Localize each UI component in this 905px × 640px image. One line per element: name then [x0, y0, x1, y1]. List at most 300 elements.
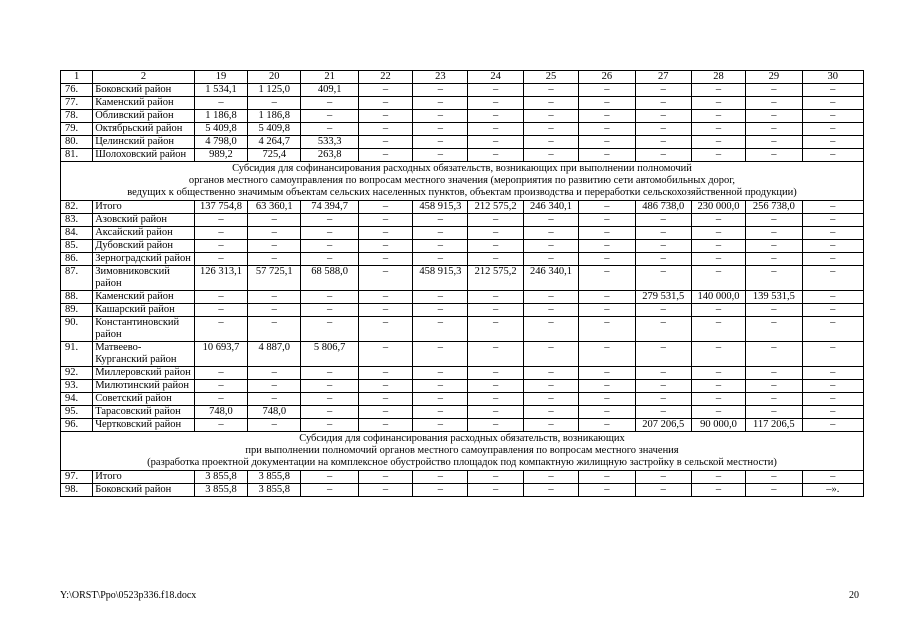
row-number: 1: [61, 71, 93, 84]
value-cell: –: [523, 253, 578, 266]
value-cell: –: [579, 253, 635, 266]
value-cell: –: [413, 380, 468, 393]
value-cell: –: [301, 110, 358, 123]
value-cell: –: [358, 84, 412, 97]
value-cell: 24: [468, 71, 523, 84]
value-cell: –: [802, 342, 863, 367]
district-name: Целинский район: [93, 136, 195, 149]
value-cell: –: [802, 214, 863, 227]
value-cell: –: [691, 214, 745, 227]
table-row: [61, 240, 864, 253]
value-cell: –: [358, 419, 412, 432]
section-heading-line: ведущих к общественно значимым объектам сельских населенных пунктов, объектам производства и переработки сельскохозяйственной продукции): [127, 187, 797, 198]
value-cell: 246 340,1: [523, 266, 578, 291]
district-name: Итого: [93, 201, 195, 214]
value-cell: 1 186,8: [194, 110, 247, 123]
value-cell: 22: [358, 71, 412, 84]
table-row: [61, 123, 864, 136]
value-cell: –: [635, 149, 691, 162]
value-cell: –: [358, 123, 412, 136]
value-cell: 3 855,8: [248, 484, 301, 497]
table-row: [61, 393, 864, 406]
value-cell: –: [523, 240, 578, 253]
value-cell: –: [579, 214, 635, 227]
value-cell: –: [358, 471, 412, 484]
value-cell: 63 360,1: [248, 201, 301, 214]
value-cell: 4 264,7: [248, 136, 301, 149]
data-table: [60, 70, 864, 497]
value-cell: –: [523, 149, 578, 162]
value-cell: –: [358, 149, 412, 162]
section-heading-line: (разработка проектной документации на комплексное обустройство площадок под компактную жилищную застройку в сельской местности): [147, 457, 777, 468]
value-cell: 68 588,0: [301, 266, 358, 291]
value-cell: –: [523, 484, 578, 497]
district-name: Тарасовский район: [93, 406, 195, 419]
value-cell: 4 798,0: [194, 136, 247, 149]
value-cell: –: [579, 471, 635, 484]
value-cell: –: [523, 367, 578, 380]
value-cell: –: [635, 214, 691, 227]
value-cell: –: [691, 380, 745, 393]
value-cell: –: [691, 97, 745, 110]
value-cell: 725,4: [248, 149, 301, 162]
value-cell: –: [579, 304, 635, 317]
value-cell: –: [746, 253, 802, 266]
value-cell: –: [248, 304, 301, 317]
value-cell: –: [468, 97, 523, 110]
district-name: Шолоховский район: [93, 149, 195, 162]
value-cell: –: [194, 214, 247, 227]
row-number: 89.: [61, 304, 93, 317]
district-name: Азовский район: [93, 214, 195, 227]
value-cell: 3 855,8: [194, 471, 247, 484]
value-cell: –: [301, 406, 358, 419]
value-cell: 27: [635, 71, 691, 84]
value-cell: –: [746, 484, 802, 497]
value-cell: 458 915,3: [413, 266, 468, 291]
district-name: Каменский район: [93, 97, 195, 110]
value-cell: –: [358, 317, 412, 342]
value-cell: –: [523, 214, 578, 227]
row-number: 94.: [61, 393, 93, 406]
value-cell: –: [523, 136, 578, 149]
value-cell: –: [194, 393, 247, 406]
value-cell: –: [523, 123, 578, 136]
value-cell: –: [523, 342, 578, 367]
value-cell: –: [248, 227, 301, 240]
table-row: [61, 97, 864, 110]
value-cell: –: [358, 97, 412, 110]
value-cell: –: [802, 317, 863, 342]
value-cell: 748,0: [248, 406, 301, 419]
value-cell: –: [358, 136, 412, 149]
value-cell: –: [635, 342, 691, 367]
value-cell: –: [413, 110, 468, 123]
row-number: 87.: [61, 266, 93, 291]
value-cell: –: [746, 214, 802, 227]
value-cell: –: [691, 484, 745, 497]
file-path: Y:\ORST\Ppo\0523p336.f18.docx: [60, 590, 197, 601]
value-cell: –: [413, 253, 468, 266]
value-cell: –: [523, 97, 578, 110]
value-cell: –».: [802, 484, 863, 497]
value-cell: 23: [413, 71, 468, 84]
value-cell: –: [746, 84, 802, 97]
value-cell: –: [194, 227, 247, 240]
value-cell: –: [802, 419, 863, 432]
value-cell: 1 186,8: [248, 110, 301, 123]
value-cell: –: [802, 253, 863, 266]
value-cell: –: [301, 471, 358, 484]
district-name: Чертковский район: [93, 419, 195, 432]
value-cell: –: [523, 291, 578, 304]
value-cell: –: [358, 240, 412, 253]
district-name: Милютинский район: [93, 380, 195, 393]
district-name: Кашарский район: [93, 304, 195, 317]
value-cell: –: [579, 393, 635, 406]
table-row: [61, 266, 864, 291]
value-cell: –: [468, 304, 523, 317]
value-cell: 1 534,1: [194, 84, 247, 97]
value-cell: –: [301, 484, 358, 497]
value-cell: –: [579, 419, 635, 432]
value-cell: 230 000,0: [691, 201, 745, 214]
value-cell: –: [468, 136, 523, 149]
value-cell: –: [802, 149, 863, 162]
value-cell: 117 206,5: [746, 419, 802, 432]
value-cell: 5 409,8: [194, 123, 247, 136]
value-cell: 1 125,0: [248, 84, 301, 97]
value-cell: –: [413, 317, 468, 342]
value-cell: –: [691, 393, 745, 406]
value-cell: 25: [523, 71, 578, 84]
value-cell: –: [802, 291, 863, 304]
value-cell: –: [579, 484, 635, 497]
value-cell: –: [413, 291, 468, 304]
value-cell: –: [579, 97, 635, 110]
value-cell: 26: [579, 71, 635, 84]
district-name: Боковский район: [93, 84, 195, 97]
value-cell: –: [413, 214, 468, 227]
value-cell: –: [802, 240, 863, 253]
section-heading-line: органов местного самоуправления по вопросам местного значения (мероприятия по развитию сети автомобильных дорог,: [188, 175, 736, 186]
value-cell: –: [635, 123, 691, 136]
value-cell: –: [635, 110, 691, 123]
value-cell: –: [358, 406, 412, 419]
value-cell: –: [746, 240, 802, 253]
value-cell: –: [413, 471, 468, 484]
value-cell: –: [413, 419, 468, 432]
value-cell: –: [523, 304, 578, 317]
value-cell: –: [802, 471, 863, 484]
row-number: 93.: [61, 380, 93, 393]
value-cell: –: [413, 484, 468, 497]
value-cell: –: [746, 342, 802, 367]
value-cell: –: [301, 227, 358, 240]
value-cell: 90 000,0: [691, 419, 745, 432]
row-number: 78.: [61, 110, 93, 123]
district-name: Аксайский район: [93, 227, 195, 240]
value-cell: 533,3: [301, 136, 358, 149]
value-cell: –: [746, 110, 802, 123]
value-cell: –: [691, 406, 745, 419]
value-cell: –: [635, 367, 691, 380]
value-cell: –: [468, 393, 523, 406]
table-row: [61, 84, 864, 97]
value-cell: –: [579, 342, 635, 367]
value-cell: –: [301, 393, 358, 406]
district-name: Обливский район: [93, 110, 195, 123]
row-number: 97.: [61, 471, 93, 484]
value-cell: –: [413, 406, 468, 419]
value-cell: –: [746, 380, 802, 393]
value-cell: –: [746, 266, 802, 291]
value-cell: –: [413, 393, 468, 406]
table-row: [61, 227, 864, 240]
row-number: 98.: [61, 484, 93, 497]
row-number: 95.: [61, 406, 93, 419]
row-number: 96.: [61, 419, 93, 432]
value-cell: –: [802, 123, 863, 136]
row-number: 80.: [61, 136, 93, 149]
value-cell: –: [301, 291, 358, 304]
value-cell: –: [635, 471, 691, 484]
section-heading: [61, 432, 864, 471]
table-row: [61, 201, 864, 214]
value-cell: –: [523, 471, 578, 484]
row-number: 92.: [61, 367, 93, 380]
value-cell: 207 206,5: [635, 419, 691, 432]
value-cell: 246 340,1: [523, 201, 578, 214]
row-number: 90.: [61, 317, 93, 342]
value-cell: –: [413, 240, 468, 253]
value-cell: –: [413, 123, 468, 136]
row-number: 79.: [61, 123, 93, 136]
value-cell: –: [194, 380, 247, 393]
value-cell: –: [301, 214, 358, 227]
value-cell: 256 738,0: [746, 201, 802, 214]
value-cell: 126 313,1: [194, 266, 247, 291]
table-row: [61, 291, 864, 304]
row-number: 84.: [61, 227, 93, 240]
value-cell: –: [194, 304, 247, 317]
value-cell: –: [248, 240, 301, 253]
value-cell: –: [468, 367, 523, 380]
value-cell: –: [301, 304, 358, 317]
value-cell: –: [746, 149, 802, 162]
value-cell: –: [194, 253, 247, 266]
value-cell: –: [802, 266, 863, 291]
value-cell: 409,1: [301, 84, 358, 97]
value-cell: –: [802, 201, 863, 214]
value-cell: –: [468, 227, 523, 240]
value-cell: –: [635, 266, 691, 291]
value-cell: –: [691, 123, 745, 136]
value-cell: –: [301, 419, 358, 432]
value-cell: –: [358, 214, 412, 227]
value-cell: –: [468, 253, 523, 266]
value-cell: –: [358, 304, 412, 317]
value-cell: –: [468, 317, 523, 342]
district-name: Октябрьский район: [93, 123, 195, 136]
district-name: Матвеево-Курганский район: [93, 342, 195, 367]
value-cell: –: [468, 123, 523, 136]
value-cell: –: [579, 227, 635, 240]
section-heading-row: [61, 432, 864, 471]
value-cell: –: [413, 149, 468, 162]
value-cell: –: [579, 84, 635, 97]
section-heading-row: [61, 162, 864, 201]
value-cell: –: [746, 367, 802, 380]
table-row: [61, 380, 864, 393]
value-cell: –: [579, 149, 635, 162]
value-cell: –: [523, 380, 578, 393]
district-name: Боковский район: [93, 484, 195, 497]
row-number: 82.: [61, 201, 93, 214]
value-cell: –: [579, 201, 635, 214]
value-cell: –: [579, 317, 635, 342]
value-cell: –: [523, 317, 578, 342]
value-cell: –: [248, 214, 301, 227]
value-cell: 29: [746, 71, 802, 84]
value-cell: –: [635, 240, 691, 253]
value-cell: –: [301, 97, 358, 110]
value-cell: –: [802, 227, 863, 240]
value-cell: –: [301, 123, 358, 136]
table-header-row: [61, 71, 864, 84]
section-heading-line: Субсидия для софинансирования расходных обязательств, возникающих при выполнении полномочий: [232, 163, 692, 174]
table-row: [61, 406, 864, 419]
district-name: 2: [93, 71, 195, 84]
value-cell: –: [635, 304, 691, 317]
value-cell: –: [635, 484, 691, 497]
value-cell: 212 575,2: [468, 266, 523, 291]
value-cell: –: [358, 484, 412, 497]
value-cell: –: [635, 97, 691, 110]
section-heading: [61, 162, 864, 201]
value-cell: 140 000,0: [691, 291, 745, 304]
value-cell: 263,8: [301, 149, 358, 162]
value-cell: –: [802, 136, 863, 149]
value-cell: –: [413, 304, 468, 317]
value-cell: –: [468, 471, 523, 484]
value-cell: –: [468, 84, 523, 97]
value-cell: –: [194, 317, 247, 342]
value-cell: 5 409,8: [248, 123, 301, 136]
value-cell: –: [358, 291, 412, 304]
district-name: Советский район: [93, 393, 195, 406]
value-cell: –: [691, 136, 745, 149]
value-cell: –: [358, 367, 412, 380]
value-cell: –: [579, 406, 635, 419]
value-cell: –: [468, 110, 523, 123]
value-cell: –: [301, 380, 358, 393]
value-cell: 5 806,7: [301, 342, 358, 367]
value-cell: –: [802, 367, 863, 380]
value-cell: 3 855,8: [248, 471, 301, 484]
district-name: Зимовниковский район: [93, 266, 195, 291]
value-cell: –: [746, 471, 802, 484]
value-cell: –: [691, 253, 745, 266]
value-cell: –: [358, 380, 412, 393]
value-cell: –: [248, 380, 301, 393]
value-cell: –: [802, 304, 863, 317]
row-number: 86.: [61, 253, 93, 266]
value-cell: 30: [802, 71, 863, 84]
value-cell: –: [523, 110, 578, 123]
value-cell: –: [691, 110, 745, 123]
value-cell: –: [358, 393, 412, 406]
value-cell: –: [358, 110, 412, 123]
value-cell: –: [635, 84, 691, 97]
value-cell: –: [802, 406, 863, 419]
value-cell: –: [579, 291, 635, 304]
value-cell: –: [468, 240, 523, 253]
row-number: 85.: [61, 240, 93, 253]
value-cell: –: [746, 317, 802, 342]
row-number: 83.: [61, 214, 93, 227]
district-name: Зерноградский район: [93, 253, 195, 266]
value-cell: –: [468, 214, 523, 227]
value-cell: –: [413, 227, 468, 240]
value-cell: –: [746, 227, 802, 240]
value-cell: –: [468, 342, 523, 367]
value-cell: –: [691, 240, 745, 253]
value-cell: –: [579, 110, 635, 123]
row-number: 81.: [61, 149, 93, 162]
table-row: [61, 304, 864, 317]
value-cell: –: [468, 149, 523, 162]
value-cell: –: [579, 380, 635, 393]
table-row: [61, 136, 864, 149]
value-cell: –: [413, 97, 468, 110]
value-cell: –: [802, 84, 863, 97]
value-cell: –: [579, 240, 635, 253]
value-cell: –: [301, 367, 358, 380]
table-row: [61, 484, 864, 497]
value-cell: 74 394,7: [301, 201, 358, 214]
value-cell: –: [691, 367, 745, 380]
value-cell: –: [691, 471, 745, 484]
value-cell: 3 855,8: [194, 484, 247, 497]
row-number: 88.: [61, 291, 93, 304]
value-cell: –: [194, 419, 247, 432]
value-cell: 139 531,5: [746, 291, 802, 304]
value-cell: –: [802, 393, 863, 406]
page-number: 20: [849, 590, 859, 601]
value-cell: –: [579, 123, 635, 136]
value-cell: –: [248, 419, 301, 432]
value-cell: –: [635, 406, 691, 419]
value-cell: –: [301, 317, 358, 342]
value-cell: –: [746, 136, 802, 149]
table-row: [61, 419, 864, 432]
value-cell: –: [635, 393, 691, 406]
value-cell: 10 693,7: [194, 342, 247, 367]
value-cell: –: [746, 123, 802, 136]
value-cell: –: [413, 84, 468, 97]
value-cell: –: [358, 342, 412, 367]
table-row: [61, 253, 864, 266]
value-cell: –: [691, 342, 745, 367]
value-cell: –: [579, 266, 635, 291]
value-cell: –: [635, 136, 691, 149]
value-cell: –: [468, 484, 523, 497]
value-cell: –: [358, 201, 412, 214]
district-name: Константиновский район: [93, 317, 195, 342]
value-cell: 748,0: [194, 406, 247, 419]
table-row: [61, 214, 864, 227]
